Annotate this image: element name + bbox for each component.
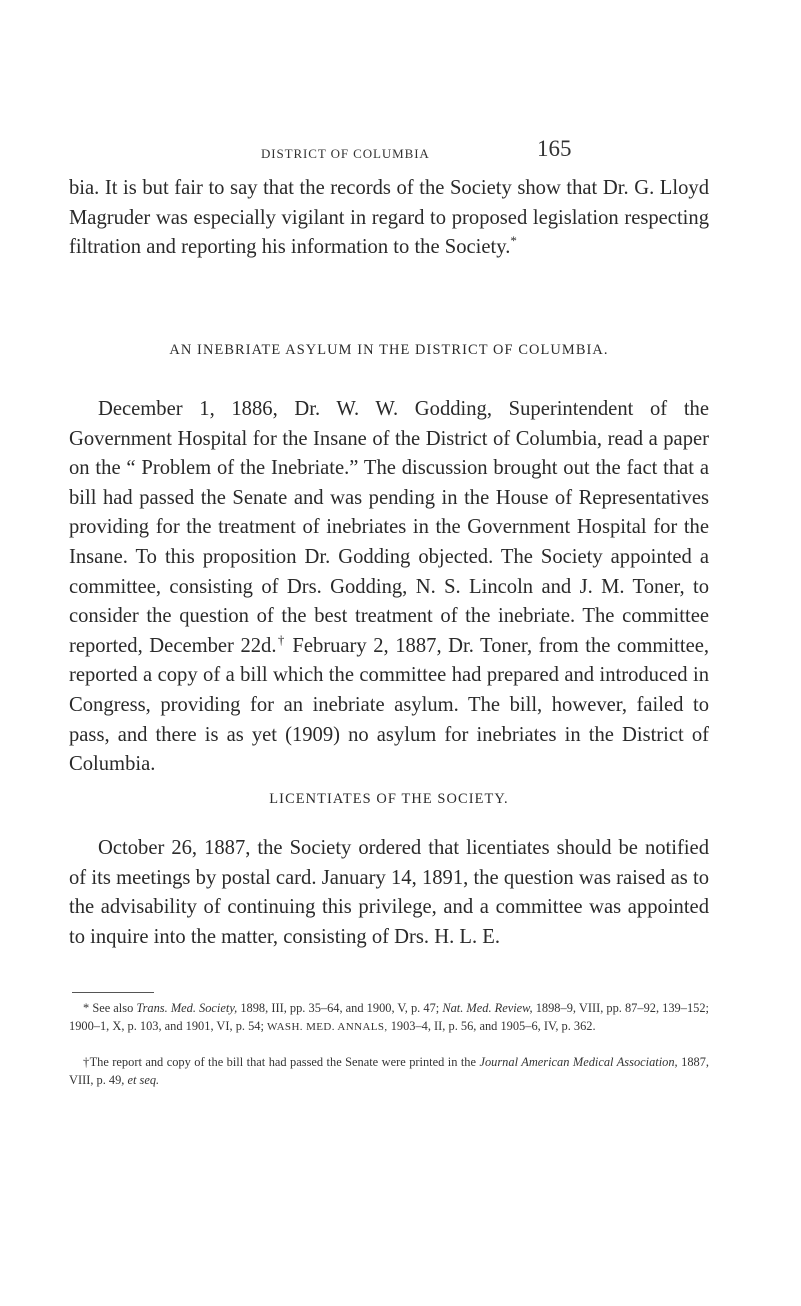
section-heading-inebriate-asylum: AN INEBRIATE ASYLUM IN THE DISTRICT OF COLUMBIA. (169, 342, 609, 358)
footnote-2 (69, 1053, 709, 1089)
footnote-text: 1903–4, II, p. 56, and 1905–6, IV, p. 362. (387, 1019, 596, 1033)
footnote-text: 1898, III, pp. 35–64, and 1900, V, p. 47; (237, 1001, 443, 1015)
footnote-citation: Journal American Medical Association, (479, 1055, 678, 1069)
footnote-mark: * (83, 1001, 90, 1015)
footnote-citation: WASH. MED. ANNALS, (267, 1021, 388, 1033)
paragraph-inebriate-asylum (69, 395, 709, 780)
footnote-citation: Trans. Med. Society, (136, 1001, 238, 1015)
footnote-citation: Nat. Med. Review, (442, 1001, 533, 1015)
footnote-citation: et seq. (127, 1073, 160, 1087)
footnote-divider (72, 992, 154, 993)
paragraph-text-continued: February 2, 1887, Dr. Toner, from the committee, reported a copy of a bill which the committee had prepared and introduced in Congress, providing for an inebriate asylum. The bill, however, failed to pass, and there is as yet (1909) no asylum for inebriates in the District of Columbia. (69, 634, 710, 776)
footnote-marker: * (510, 233, 517, 249)
footnote-text: 1887, VIII, p. 49, (69, 1055, 710, 1087)
footnote-1 (69, 999, 709, 1036)
paragraph-text: December 1, 1886, Dr. W. W. Godding, Superintendent of the Government Hospital for the Insane of the District of Columbia, read a paper on the “ Problem of the Inebriate.” The discussion brought out the fact that a bill had passed the Senate and was pending in the House of Representatives providing for the treatment of inebriates in the Government Hospital for the Insane. To this proposition Dr. Godding objected. The Society appointed a committee, consisting of Drs. Godding, N. S. Lincoln and J. M. Toner, to consider the question of the best treatment of the inebriate. The committee reported, December 22d. (69, 398, 709, 657)
footnote-mark: † (83, 1055, 90, 1069)
paragraph-continuation (69, 174, 709, 263)
footnote-text: The report and copy of the bill that had passed the Senate were printed in the (89, 1055, 480, 1069)
footnote-text: 1898–9, VIII, pp. 87–92, 139–152; 1900–1, X, p. 103, and 1901, VI, p. 54; (69, 1001, 709, 1033)
footnote-marker: † (276, 631, 286, 647)
paragraph-text: bia. It is but fair to say that the records of the Society show that Dr. G. Lloyd Magruder was especially vigilant in regard to proposed legislation respecting filtration and reporting his information to the Society. (69, 177, 709, 259)
page-number: 165 (537, 136, 572, 161)
paragraph-licentiates: October 26, 1887, the Society ordered that licentiates should be notified of its meetings by postal card. January 14, 1891, the question was raised as to the advisability of continuing this privilege, and a committee was appointed to inquire into the matter, consisting of Drs. H. L. E. (69, 837, 709, 948)
footnote-text: See also (92, 1001, 137, 1015)
section-heading-licentiates: LICENTIATES OF THE SOCIETY. (269, 791, 509, 807)
running-head: DISTRICT OF COLUMBIA (261, 146, 430, 161)
